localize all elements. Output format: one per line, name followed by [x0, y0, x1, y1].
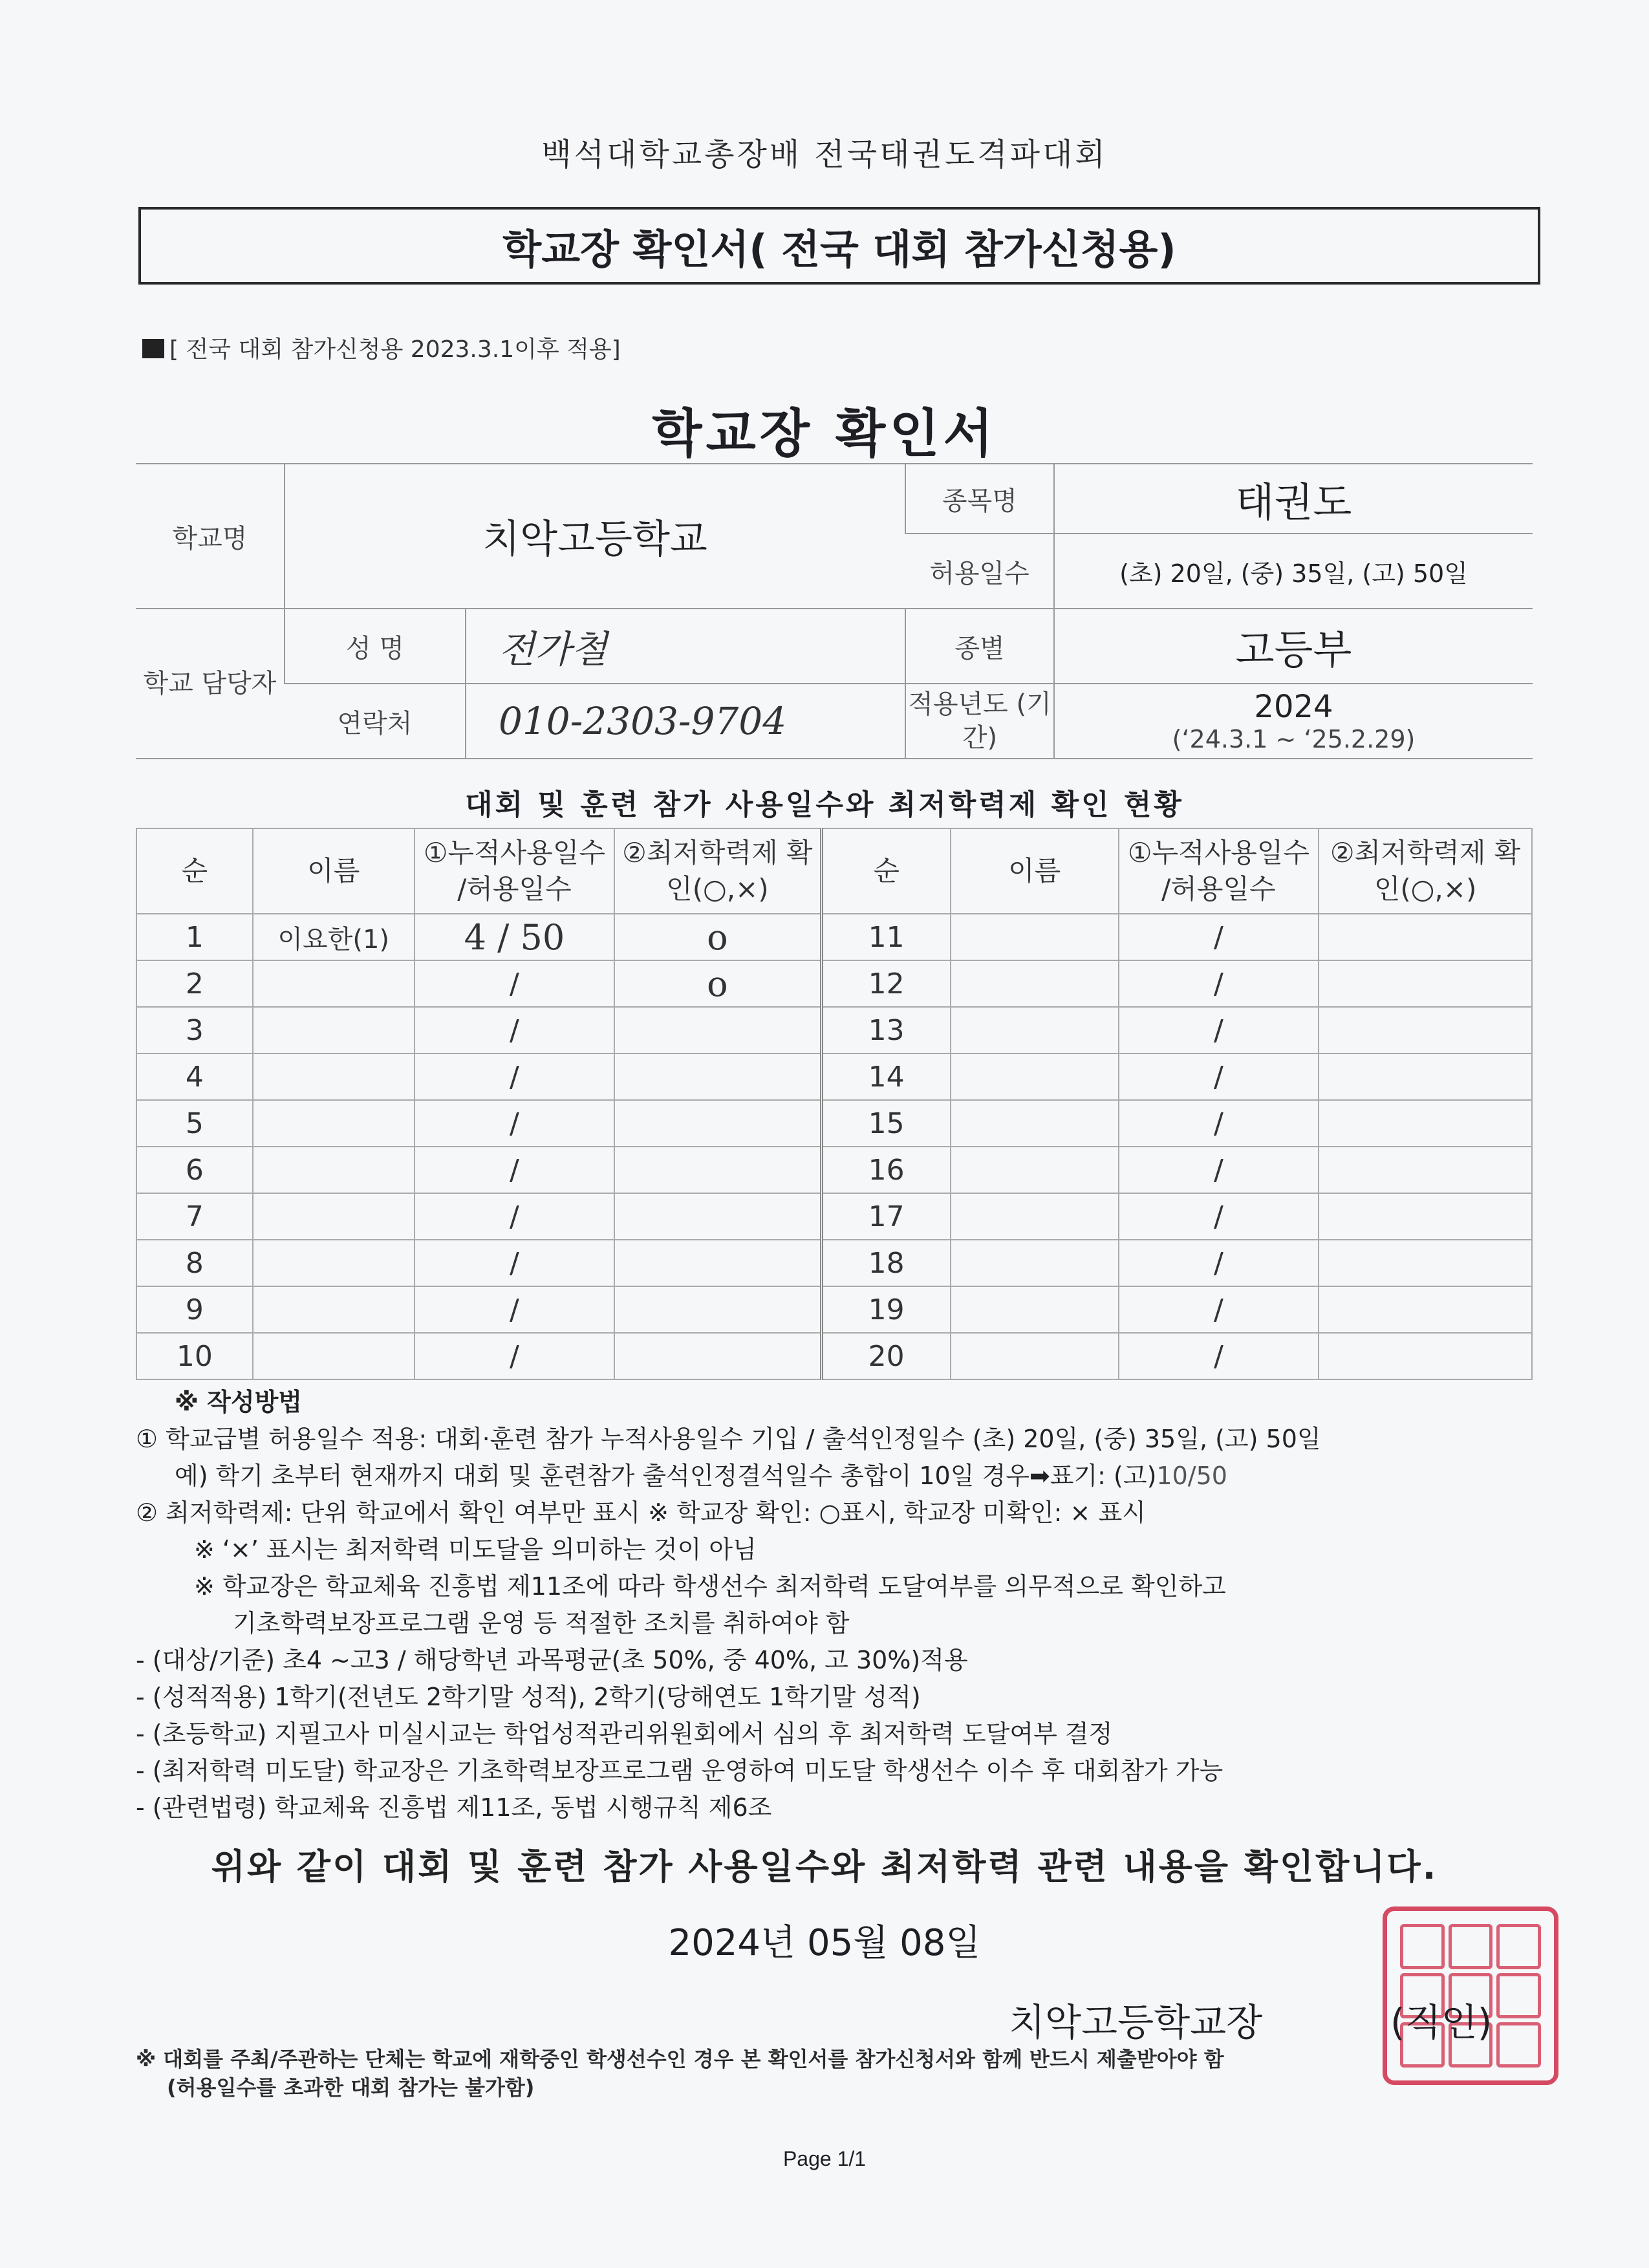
instruction-item-2: ② 최저학력제: 단위 학교에서 확인 여부만 표시 ※ 학교장 확인: ○표시, 학교장 미확인: × 표시 — [136, 1498, 1146, 1527]
days-used: / — [1119, 914, 1319, 960]
academic-check — [1319, 960, 1532, 1007]
days-used: / — [1119, 1100, 1319, 1147]
days-used: / — [415, 1193, 615, 1240]
instructions-heading: ※ 작성방법 — [175, 1388, 303, 1416]
days-used: / — [1119, 1240, 1319, 1286]
school-info-table — [136, 463, 1533, 759]
sport-value: 태권도 — [1054, 464, 1533, 534]
days-used: / — [1119, 1286, 1319, 1333]
row-number: 3 — [136, 1007, 253, 1053]
student-name — [951, 1333, 1119, 1379]
instruction-dash-1: - (대상/기준) 초4 ~고3 / 해당학년 과목평균(초 50%, 중 40%, 고 30%)적용 — [136, 1646, 968, 1674]
table-row — [136, 960, 1532, 1007]
days-used: / — [415, 1240, 615, 1286]
table-row — [136, 914, 1532, 960]
principal-title: 치악고등학교장 — [1009, 2000, 1263, 2044]
school-name: 치악고등학교 — [285, 464, 905, 609]
academic-check — [1319, 1053, 1532, 1100]
days-used: 4 / 50 — [415, 914, 615, 960]
row-number: 7 — [136, 1193, 253, 1240]
table-row — [136, 1193, 1532, 1240]
table-row — [136, 1333, 1532, 1379]
row-number: 12 — [821, 960, 951, 1007]
header-days: ①누적사용일수 /허용일수 — [1119, 828, 1319, 914]
student-name — [951, 1100, 1119, 1147]
contact-label: 연락처 — [285, 684, 466, 759]
table-row — [136, 1053, 1532, 1100]
days-used: / — [415, 960, 615, 1007]
student-name — [951, 960, 1119, 1007]
row-number: 19 — [821, 1286, 951, 1333]
example-tail: 10/50 — [1156, 1462, 1227, 1490]
division-value: 고등부 — [1054, 609, 1533, 684]
header-name: 이름 — [253, 828, 415, 914]
allowed-days-value: (초) 20일, (중) 35일, (고) 50일 — [1054, 534, 1533, 609]
days-used: / — [415, 1286, 615, 1333]
footnote-line-1: ※ 대회를 주최/주관하는 단체는 학교에 재학중인 학생선수인 경우 본 확인서를 참가신청서와 함께 반드시 제출받아야 함 — [136, 2047, 1224, 2071]
academic-check — [1319, 914, 1532, 960]
header-academic: ②최저학력제 확인(○,×) — [614, 828, 821, 914]
instruction-dash-3: - (초등학교) 지필고사 미실시교는 학업성적관리위원회에서 심의 후 최저학력 도달여부 결정 — [136, 1720, 1113, 1748]
table-row — [136, 1147, 1532, 1193]
student-name — [951, 1053, 1119, 1100]
year-value: 2024 — [1254, 689, 1333, 725]
student-name — [951, 1193, 1119, 1240]
header-no: 순 — [136, 828, 253, 914]
days-used: / — [1119, 1193, 1319, 1240]
instruction-item-1-example — [136, 1458, 1558, 1495]
academic-check: o — [614, 960, 821, 1007]
header-days: ①누적사용일수 /허용일수 — [415, 828, 615, 914]
academic-check — [1319, 1100, 1532, 1147]
year-label: 적용년도 (기간) — [905, 684, 1054, 759]
instruction-dash-5: - (관련법령) 학교체육 진흥법 제11조, 동법 시행규칙 제6조 — [136, 1793, 772, 1822]
name-label: 성 명 — [285, 609, 466, 684]
contact-value: 010-2303-9704 — [466, 684, 905, 759]
student-name — [253, 960, 415, 1007]
footnote — [136, 2045, 1584, 2102]
usage-table — [136, 828, 1533, 1380]
header-name: 이름 — [951, 828, 1119, 914]
row-number: 17 — [821, 1193, 951, 1240]
division-label: 종별 — [905, 609, 1054, 684]
row-number: 10 — [136, 1333, 253, 1379]
page-number: Page 1/1 — [782, 2147, 867, 2170]
days-used: / — [1119, 1333, 1319, 1379]
school-label: 학교명 — [136, 464, 285, 609]
days-used: / — [415, 1007, 615, 1053]
academic-check — [614, 1193, 821, 1240]
row-number: 9 — [136, 1286, 253, 1333]
confirmation-statement: 위와 같이 대회 및 훈련 참가 사용일수와 최저학력 관련 내용을 확인합니다. — [211, 1846, 1438, 1887]
row-number: 14 — [821, 1053, 951, 1100]
row-number: 16 — [821, 1147, 951, 1193]
days-used: / — [415, 1333, 615, 1379]
row-number: 15 — [821, 1100, 951, 1147]
student-name — [951, 1147, 1119, 1193]
event-title: 백석대학교총장배 전국태권도격파대회 — [541, 136, 1108, 173]
academic-check — [614, 1333, 821, 1379]
row-number: 18 — [821, 1240, 951, 1286]
days-used: / — [415, 1053, 615, 1100]
application-note — [142, 331, 621, 364]
table-row — [136, 1007, 1532, 1053]
academic-check — [1319, 1147, 1532, 1193]
days-used: / — [415, 1147, 615, 1193]
footnote-line-2: (허용일수를 초과한 대회 참가는 불가함) — [167, 2075, 535, 2100]
student-name — [253, 1100, 415, 1147]
table-row — [136, 1240, 1532, 1286]
row-number: 13 — [821, 1007, 951, 1053]
student-name — [951, 1240, 1119, 1286]
academic-check — [614, 1286, 821, 1333]
student-name — [253, 1007, 415, 1053]
student-name — [951, 914, 1119, 960]
row-number: 2 — [136, 960, 253, 1007]
instruction-note-law-cont: 기초학력보장프로그램 운영 등 적절한 조치를 취하여야 함 — [233, 1609, 850, 1637]
seal-label: (직인) — [1390, 2000, 1493, 2044]
instruction-dash-4: - (최저학력 미도달) 학교장은 기초학력보장프로그램 운영하여 미도달 학생선수 이수 후 대회참가 가능 — [136, 1756, 1223, 1785]
section-title: 대회 및 훈련 참가 사용일수와 최저학력제 확인 현황 — [465, 788, 1184, 821]
student-name — [253, 1193, 415, 1240]
student-name — [253, 1286, 415, 1333]
student-name — [253, 1147, 415, 1193]
sport-label: 종목명 — [905, 464, 1054, 534]
allowed-days-label: 허용일수 — [905, 534, 1054, 609]
note-text: [ 전국 대회 참가신청용 2023.3.1이후 적용] — [169, 336, 621, 363]
student-name — [951, 1007, 1119, 1053]
row-number: 20 — [821, 1333, 951, 1379]
student-name — [253, 1053, 415, 1100]
academic-check — [614, 1053, 821, 1100]
academic-check: o — [614, 914, 821, 960]
document-title-box: 학교장 확인서( 전국 대회 참가신청용) — [138, 207, 1540, 285]
academic-check — [614, 1100, 821, 1147]
row-number: 4 — [136, 1053, 253, 1100]
academic-check — [614, 1240, 821, 1286]
student-name — [253, 1240, 415, 1286]
row-number: 11 — [821, 914, 951, 960]
instruction-note-law: ※ 학교장은 학교체육 진흥법 제11조에 따라 학생선수 최저학력 도달여부를 의무적으로 확인하고 — [194, 1572, 1226, 1601]
header-academic: ②최저학력제 확인(○,×) — [1319, 828, 1532, 914]
header-no: 순 — [821, 828, 951, 914]
student-name: 이요한(1) — [253, 914, 415, 960]
example-text: 예) 학기 초부터 현재까지 대회 및 훈련참가 출석인정결석일수 총합이 10일 경우➡표기: (고) — [175, 1462, 1157, 1490]
days-used: / — [415, 1100, 615, 1147]
year-cell — [1054, 684, 1533, 759]
instructions — [136, 1384, 1558, 1826]
days-used: / — [1119, 1147, 1319, 1193]
instruction-item-1: ① 학교급별 허용일수 적용: 대회·훈련 참가 누적사용일수 기입 / 출석인정일수 (초) 20일, (중) 35일, (고) 50일 — [136, 1425, 1321, 1453]
days-used: / — [1119, 1007, 1319, 1053]
period-value: (‘24.3.1 ~ ‘25.2.29) — [1172, 725, 1416, 753]
row-number: 5 — [136, 1100, 253, 1147]
square-bullet-icon — [142, 339, 164, 358]
instruction-note-x: ※ ‘×’ 표시는 최저학력 미도달을 의미하는 것이 아님 — [194, 1535, 757, 1564]
academic-check — [1319, 1333, 1532, 1379]
academic-check — [1319, 1240, 1532, 1286]
academic-check — [1319, 1193, 1532, 1240]
student-name — [951, 1286, 1119, 1333]
usage-table-body — [136, 914, 1532, 1379]
academic-check — [614, 1147, 821, 1193]
days-used: / — [1119, 1053, 1319, 1100]
student-name — [253, 1333, 415, 1379]
document-date: 2024년 05월 08일 — [668, 1922, 981, 1964]
row-number: 8 — [136, 1240, 253, 1286]
row-number: 1 — [136, 914, 253, 960]
manager-name: 전가철 — [466, 609, 905, 684]
table-row — [136, 1286, 1532, 1333]
instruction-dash-2: - (성적적용) 1학기(전년도 2학기말 성적), 2학기(당해연도 1학기말 성적) — [136, 1683, 921, 1711]
row-number: 6 — [136, 1147, 253, 1193]
academic-check — [614, 1007, 821, 1053]
manager-label: 학교 담당자 — [136, 609, 285, 759]
academic-check — [1319, 1007, 1532, 1053]
days-used: / — [1119, 960, 1319, 1007]
main-title: 학교장 확인서 — [652, 404, 997, 464]
table-row — [136, 1100, 1532, 1147]
academic-check — [1319, 1286, 1532, 1333]
